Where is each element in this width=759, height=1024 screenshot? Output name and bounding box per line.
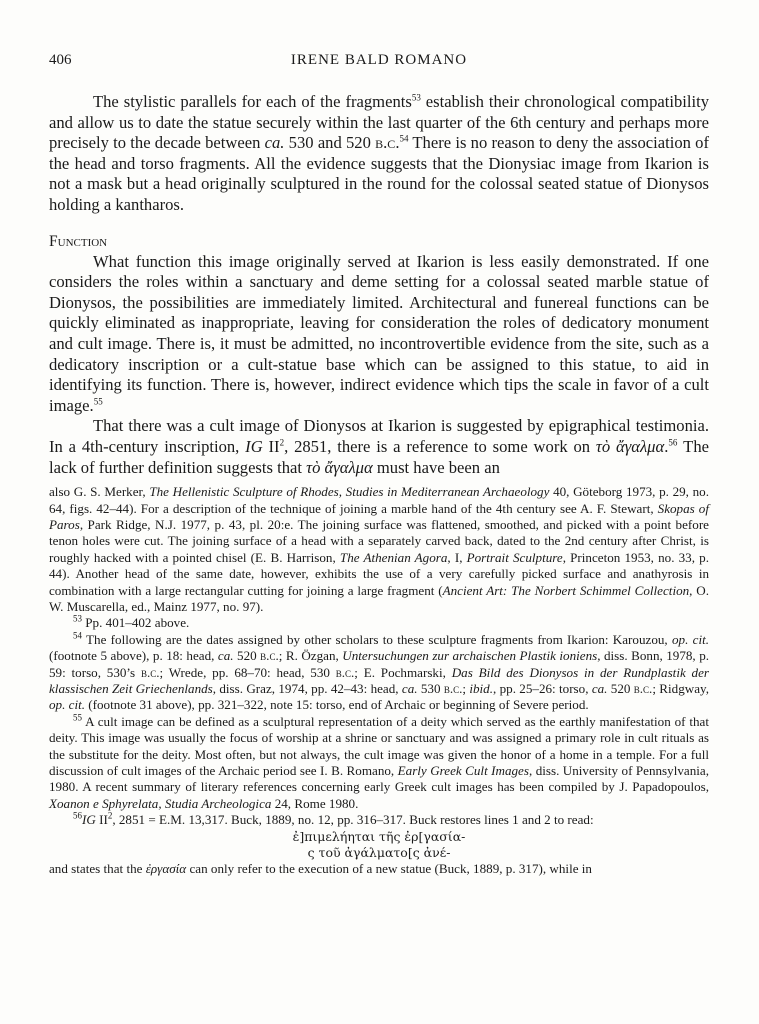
footnote-ref-54: 54 (399, 133, 409, 144)
italic-op-cit: op. cit. (671, 631, 709, 647)
footnote-continuation (49, 484, 709, 615)
text-span: (footnote 5 above), p. 18: head, (49, 648, 218, 664)
small-caps-bc: b.c. (375, 133, 400, 153)
text-span: 530 (417, 680, 444, 696)
greek-phrase: τὸ ἄγαλμα (306, 457, 373, 477)
text-span: 520 (233, 648, 261, 664)
text-span: , Park Ridge, N.J. 1977, p. 43, pl. 20:e. The joining surface was flattened, smoothed, and picked with a point before tenon holes were cut. The joining surface of a head with a separately carved back, dated to the 2nd century after Christ, is roughly hacked with a pointed chisel (E. B. Harrison, (49, 516, 709, 565)
italic-ca: ca. (264, 133, 285, 153)
title-italic: Untersuchungen zur archaischen Plastik ioniens (342, 648, 598, 664)
text-span: , diss. University of Pennsylvania, 1980. A recent summary of literary references concerning early Greek cult images has been compiled by J. Papadopoulos, (49, 763, 709, 795)
title-italic: Das Bild des Dionysos in der Rundplastik der klassischen Zeit Griechenlands (49, 664, 710, 696)
text-span: The lack of further definition suggests that (49, 436, 709, 477)
page-header (49, 52, 709, 76)
title-italic: Skopas of Paros (49, 500, 709, 532)
text-span: . (664, 436, 669, 456)
title-italic: Ancient Art: The Norbert Schimmel Collection (442, 582, 690, 598)
greek-phrase: τὸ ἄγαλμα (595, 436, 665, 456)
page (49, 52, 709, 878)
title-italic: Early Greek Cult Images (397, 763, 529, 778)
title-italic: Portrait Sculpture (466, 549, 563, 565)
superscript-2: 2 (279, 437, 285, 448)
text-span: Pp. 401–402 above. (82, 615, 190, 631)
text-span: ; (462, 680, 470, 696)
footnote-ref-55: 55 (93, 396, 103, 407)
text-span: 24, Rome 1980. (271, 795, 359, 811)
page-number: 406 (49, 52, 72, 68)
footnote-56 (49, 812, 709, 828)
text-span: , O. W. Muscarella, ed., Mainz 1977, no. 97). (49, 582, 710, 614)
small-caps-bc: b.c. (633, 680, 653, 696)
greek-inscription-line-1: ἐ]πιμελήηται τῆς ἐρ[γασία- (292, 828, 466, 844)
footnote-55 (49, 714, 709, 812)
footnote-number: 55 (73, 712, 82, 723)
text-span: ; R. Özgan, (278, 648, 343, 664)
text-span: The stylistic parallels for each of the fragments (93, 92, 412, 111)
title-italic: The Athenian Agora (339, 549, 448, 565)
text-span: and states that the (49, 861, 146, 877)
text-span: The following are the dates assigned by other scholars to these sculpture fragments from Ikarion: Karouzou, (82, 631, 672, 647)
footnote-54 (49, 632, 709, 714)
italic-ibid: ibid. (469, 680, 494, 696)
text-span: 530 and 520 (284, 133, 376, 153)
footnote-number: 53 (73, 613, 82, 624)
footnotes (49, 484, 709, 878)
greek-inscription-line-2: ς τοῦ ἀγάλματο[ς ἀνέ- (307, 845, 451, 861)
greek-word: ἐργασία (145, 861, 187, 877)
text-span: ; Ridgway, (652, 680, 709, 696)
footnote-56-continuation (49, 861, 709, 877)
text-span: What function this image originally served at Ikarion is less easily demonstrated. If one considers the roles within a sanctuary and deme setting for a colossal seated marble statue of Dionysos, the possibilities are immediately limited. Architectural and funereal functions can be quickly eliminated as inappropriate, leaving for consideration the roles of dedicatory monument and cult image. There is, it must be admitted, no incontrovertible evidence from the site, such as a dedicatory inscription or a cult-statue base which can be assigned to this statue, to aid in identifying its function. There is, however, indirect evidence which tips the scale in favor of a cult image. (49, 251, 709, 415)
text-span: must have been an (372, 457, 500, 477)
main-text (49, 92, 709, 478)
footnote-ref-53: 53 (411, 92, 421, 103)
text-span: 40, Göteborg 1973, p. 29, no. 64, figs. 42–44). For a description of the technique of joining a marble hand of the 4th century see A. F. Stewart, (49, 484, 709, 516)
text-span: , 2851 = E.M. 13,317. Buck, 1889, no. 12, pp. 316–317. Buck restores lines 1 and 2 to read: (112, 812, 594, 828)
text-span: , diss. Graz, 1974, pp. 42–43: head, (212, 680, 402, 696)
paragraph-3 (49, 416, 709, 478)
italic-op-cit: op. cit. (49, 697, 86, 713)
section-heading: Function (49, 232, 108, 250)
running-head: IRENE BALD ROMANO (290, 52, 468, 68)
text-span: II (262, 436, 280, 456)
text-span: , Princeton 1953, no. 33, p. 44). Another head of the same date, however, exhibits the use of a very carefully picked surface and anathyrosis in combination with a large rectangular cutting for joining a large fragment ( (49, 549, 709, 598)
paragraph-2 (49, 252, 709, 417)
text-span: A cult image can be defined as a sculptural representation of a deity which served as the earthly manifestation of that deity. This image was usually the focus of worship at a shrine or sanctuary and was assigned a primary role in cult rituals as the substitute for the deity. Most often, but not always, the cult image was given the honor of a home in a temple. For a full discussion of cult images of the Archaic period see I. B. Romano, (49, 713, 709, 778)
text-span: (footnote 31 above), pp. 321–322, note 15: torso, end of Archaic or beginning of Severe period. (85, 697, 589, 713)
title-italic: The Hellenistic Sculpture of Rhodes, Studies in Mediterranean Archaeology (149, 484, 550, 500)
title-italic: Xoanon e Sphyrelata, Studia Archeologica (49, 795, 272, 811)
text-span: , pp. 25–26: torso, (493, 680, 592, 696)
italic-ca: ca. (591, 680, 608, 696)
text-span: ; E. Pochmarski, (354, 664, 452, 680)
text-span: , I, (447, 549, 467, 565)
text-span: , diss. Bonn, 1978, p. 59: torso, 530’s (49, 648, 710, 680)
footnote-ref-56: 56 (668, 437, 678, 448)
footnote-number: 54 (73, 630, 82, 641)
text-span: That there was a cult image of Dionysos at Ikarion is suggested by epigraphical testimonia. In a 4th-century inscription, (49, 416, 709, 456)
italic-ig: IG (82, 812, 96, 828)
small-caps-bc: b.c. (140, 664, 160, 680)
text-span: ; Wrede, pp. 68–70: head, 530 (159, 664, 336, 680)
text-span: can only refer to the execution of a new statue (Buck, 1889, p. 317), while in (186, 861, 592, 877)
text-span: , 2851, there is a reference to some work on (284, 436, 596, 456)
superscript-2: 2 (107, 810, 113, 821)
italic-ig: IG (245, 436, 263, 456)
text-span: There is no reason to deny the association of the head and torso fragments. All the evidence suggests that the Dionysiac image from Ikarion is not a mask but a head originally sculptured in the round for the colossal seated statue of Dionysos holding a kantharos. (49, 133, 709, 214)
small-caps-bc: b.c. (443, 680, 463, 696)
footnote-number: 56 (73, 810, 82, 821)
small-caps-bc: b.c. (335, 664, 355, 680)
paragraph-1 (49, 92, 709, 216)
footnote-53 (49, 615, 709, 631)
small-caps-bc: b.c. (260, 648, 279, 664)
italic-ca: ca. (401, 680, 418, 696)
italic-ca: ca. (217, 648, 234, 664)
text-span: also G. S. Merker, (49, 484, 150, 500)
text-span: II (95, 812, 108, 828)
text-span: establish their chronological compatibility and allow us to date the statue securely within the last quarter of the 6th century and perhaps more precisely to the decade between (49, 92, 710, 153)
text-span: 520 (607, 680, 634, 696)
